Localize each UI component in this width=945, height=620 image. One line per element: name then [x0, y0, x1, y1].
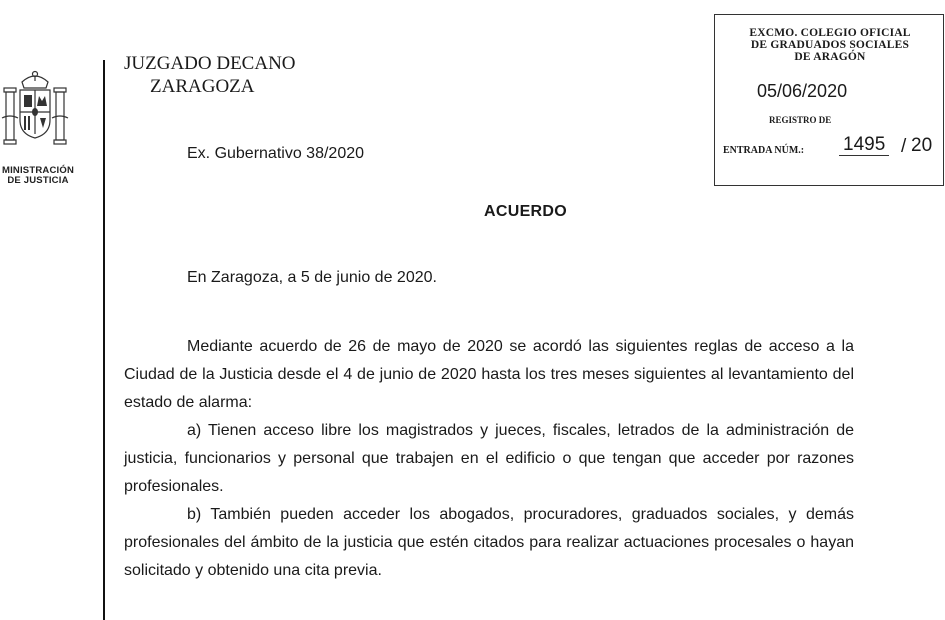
paragraph: Mediante acuerdo de 26 de mayo de 2020 se acordó las siguientes reglas de acceso a la Ciudad de la Justicia desde el 4 de junio de 2020 hasta los tres meses siguientes al levantamiento del estado de alarma:: [124, 338, 854, 411]
stamp-slash: /: [901, 136, 907, 157]
stamp-entrada-label: ENTRADA NÚM.:: [723, 145, 805, 156]
admin-label-line-1: MINISTRACIÓN: [1, 165, 75, 176]
document-body: [124, 333, 854, 585]
stamp-entry-year: 20: [911, 135, 933, 156]
document-title: ACUERDO: [484, 203, 567, 220]
paragraph: a) Tienen acceso libre los magistrados y jueces, fiscales, letrados de la administración de justicia, funcionarios y personal que trabajen en el edificio o que tengan que acceder por razones profesionales.: [124, 422, 854, 495]
registry-stamp: [714, 14, 944, 186]
court-name: JUZGADO DECANO: [124, 53, 296, 74]
stamp-org-line-3: DE ARAGÓN: [794, 51, 866, 63]
stamp-org-line-1: EXCMO. COLEGIO OFICIAL: [749, 27, 911, 39]
coat-of-arms-icon: [0, 68, 70, 156]
administration-label: [0, 166, 84, 186]
stamp-organization: [715, 27, 945, 63]
case-reference: Ex. Gubernativo 38/2020: [187, 145, 365, 162]
stamp-registro-label: REGISTRO DE: [769, 115, 832, 125]
stamp-entry-number: 1495: [839, 135, 889, 156]
margin-rule: [103, 60, 105, 620]
stamp-org-line-2: DE GRADUADOS SOCIALES: [750, 39, 910, 51]
court-heading: [124, 52, 296, 98]
stamp-date: 05/06/2020: [757, 81, 848, 101]
document-dateline: En Zaragoza, a 5 de junio de 2020.: [187, 269, 437, 286]
paragraph: b) También pueden acceder los abogados, procuradores, graduados sociales, y demás profesionales del ámbito de la justicia que estén citados para realizar actuaciones procesales o hayan solicitado y obtenido una cita previa.: [124, 506, 854, 579]
admin-label-line-2: DE JUSTICIA: [7, 175, 69, 186]
court-city: ZARAGOZA: [150, 76, 255, 97]
